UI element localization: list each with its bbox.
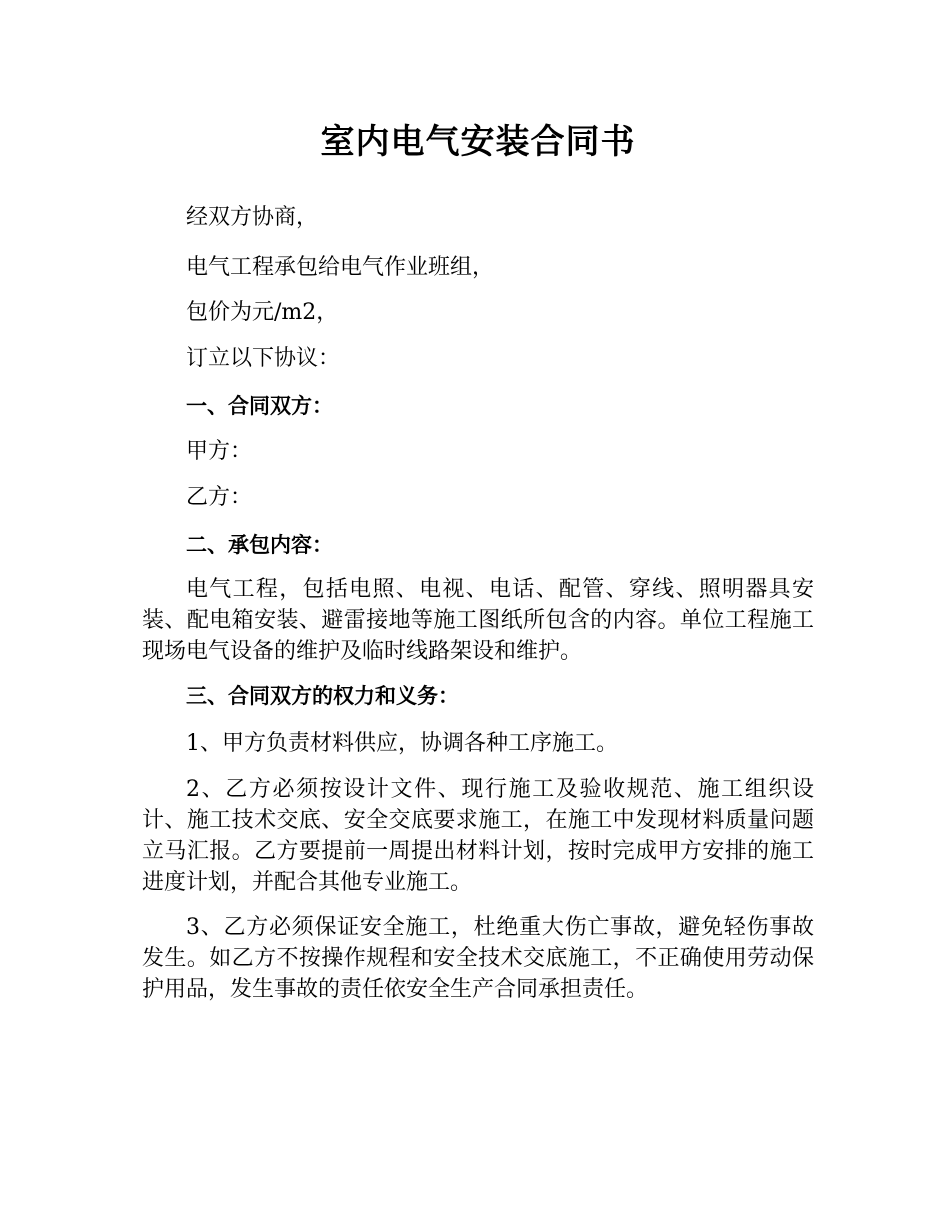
- document-page: [142, 0, 814, 1230]
- document-title: 室内电气安装合同书: [320, 122, 636, 162]
- party-a-line: 甲方：: [186, 439, 253, 464]
- party-b-line: 乙方：: [186, 485, 253, 510]
- section-2-body: 电气工程，包括电照、电视、电话、配管、穿线、照明器具安装、配电箱安装、避雷接地等施工图纸所包含的内容。单位工程施工现场电气设备的维护及临时线路架设和维护。: [142, 577, 814, 664]
- section-1-heading: 一、合同双方：: [186, 394, 333, 418]
- intro-line-1: 经双方协商，: [186, 205, 319, 230]
- section-2-heading: 二、承包内容：: [186, 533, 333, 557]
- section-3-heading: 三、合同双方的权力和义务：: [186, 684, 459, 708]
- intro-line-3: 包价为元/m2，: [186, 300, 339, 325]
- section-3-item-2: 2、乙方必须按设计文件、现行施工及验收规范、施工组织设计、施工技术交底、安全交底要求施工，在施工中发现材料质量问题立马汇报。乙方要提前一周提出材料计划，按时完成甲方安排的施工进度计划，并配合其他专业施工。: [142, 777, 814, 895]
- section-3-item-1: 1、甲方负责材料供应，协调各种工序施工。: [186, 731, 618, 756]
- intro-line-2: 电气工程承包给电气作业班组，: [186, 255, 495, 280]
- section-3-item-3: 3、乙方必须保证安全施工，杜绝重大伤亡事故，避免轻伤事故发生。如乙方不按操作规程和安全技术交底施工，不正确使用劳动保护用品，发生事故的责任依安全生产合同承担责任。: [142, 915, 814, 1002]
- intro-line-4: 订立以下协议：: [186, 346, 341, 371]
